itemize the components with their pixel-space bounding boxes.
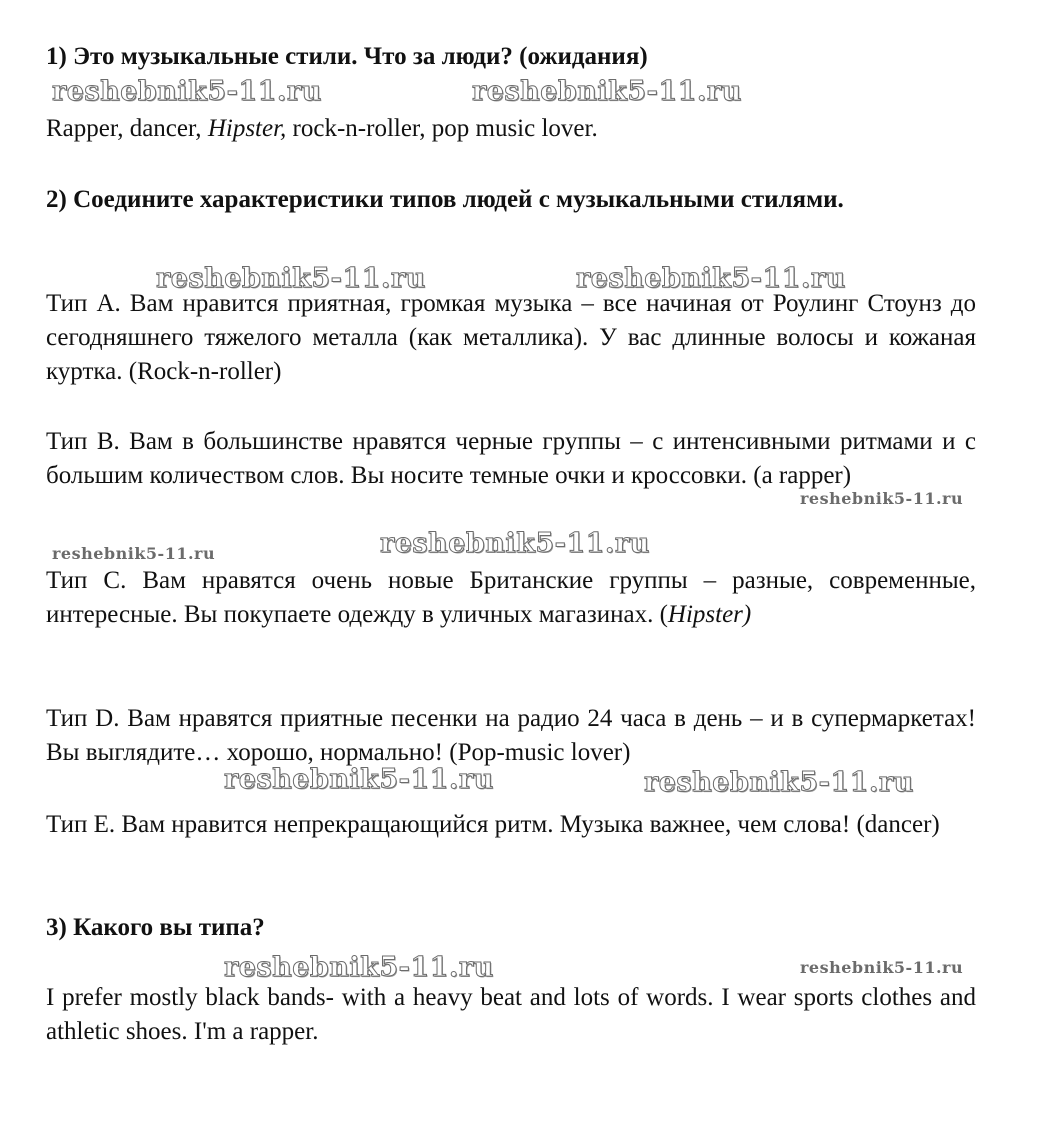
section1-answer xyxy=(46,112,976,146)
watermark: reshebnik5-11.ru xyxy=(380,528,650,559)
watermark: reshebnik5-11.ru xyxy=(224,952,494,983)
type-e-description: Тип Е. Вам нравится непрекращающийся ритм. Музыка важнее, чем слова! (dancer) xyxy=(46,811,940,838)
type-d-description: Тип D. Вам нравятся приятные песенки на радио 24 часа в день – и в супермаркетах! Вы выглядите… хорошо, нормально! (Pop-music lover) xyxy=(46,705,976,766)
section1-answer-end: rock-n-roller, pop music lover. xyxy=(286,115,598,142)
type-b-description: Тип В. Вам в большинстве нравятся черные группы – с интенсивными ритмами и с большим количеством слов. Вы носите темные очки и кроссовки. (a rapper) xyxy=(46,428,976,489)
section1-answer-italic: Hipster, xyxy=(207,115,287,142)
section1-heading: 1) Это музыкальные стили. Что за люди? (ожидания) xyxy=(46,43,648,70)
type-a-description: Тип А. Вам нравится приятная, громкая музыка – все начиная от Роулинг Стоунз до сегодняшнего тяжелого металла (как металлика). У вас длинные волосы и кожаная куртка. (Rock-n-roller) xyxy=(46,290,976,385)
type-c-italic: Hipster) xyxy=(667,601,752,628)
watermark: reshebnik5-11.ru xyxy=(52,544,216,563)
type-c-text: Тип С. Вам нравятся очень новые Британские группы – разные, современные, интересные. Вы покупаете одежду в уличных магазинах. ( xyxy=(46,567,976,628)
section3-answer: I prefer mostly black bands- with a heavy beat and lots of words. I wear sports clothes and athletic shoes. I'm a rapper. xyxy=(46,984,976,1045)
watermark: reshebnik5-11.ru xyxy=(800,489,964,508)
section2-heading: 2) Соедините характеристики типов людей с музыкальными стилями. xyxy=(46,186,844,213)
watermark: reshebnik5-11.ru xyxy=(576,263,846,294)
section1-answer-start: Rapper, dancer, xyxy=(46,115,208,142)
watermark: reshebnik5-11.ru xyxy=(644,767,914,798)
watermark: reshebnik5-11.ru xyxy=(800,958,964,977)
watermark: reshebnik5-11.ru xyxy=(156,263,426,294)
watermark: reshebnik5-11.ru xyxy=(224,764,494,795)
watermark: reshebnik5-11.ru xyxy=(52,76,322,107)
type-c-description xyxy=(46,564,976,632)
watermark: reshebnik5-11.ru xyxy=(472,76,742,107)
section3-heading: 3) Какого вы типа? xyxy=(46,914,265,941)
